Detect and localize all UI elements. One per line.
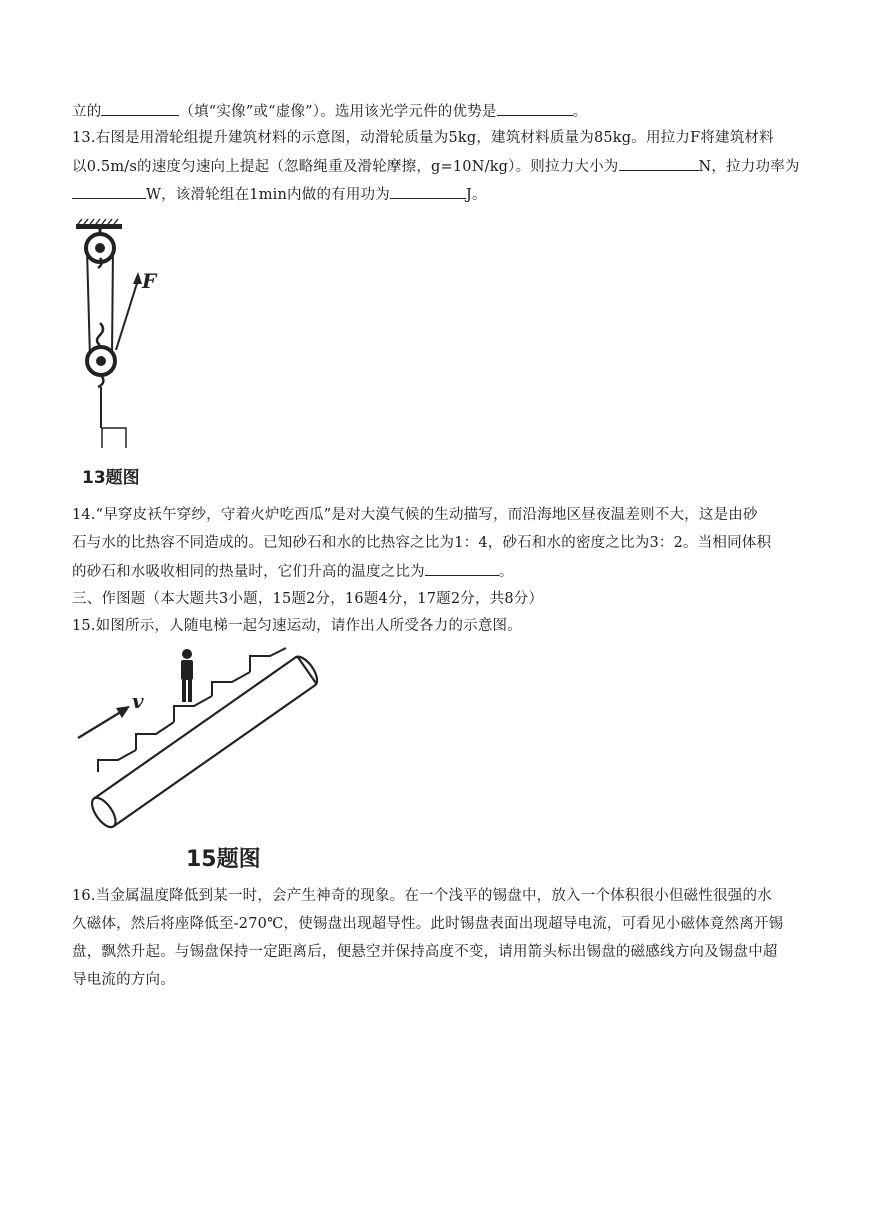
fig15-caption: 15题图 — [186, 847, 261, 872]
pulley-diagram — [70, 218, 190, 448]
load-block — [102, 428, 126, 448]
q13-text-2a: 以0.5m/s的速度匀速向上提起（忽略绳重及滑轮摩擦，g=10N/kg）。则拉力大小为 — [72, 159, 619, 175]
q13-text-3b: J。 — [465, 187, 487, 203]
force-arrow — [133, 272, 142, 284]
q13-text-3a: W，该滑轮组在1min内做的有用功为 — [146, 187, 390, 203]
escalator-diagram — [72, 640, 332, 840]
fig13-caption: 13题图 — [82, 468, 140, 488]
escalator-tube — [92, 656, 316, 827]
velocity-arrow — [78, 710, 124, 738]
rope-left — [87, 250, 90, 358]
q13-blank-work[interactable] — [390, 184, 466, 199]
q12-tail-line — [72, 101, 812, 122]
q16-line-3: 盘，飘然升起。与锡盘保持一定距离后，便悬空并保持高度不变，请用箭头标出锡盘的磁感线方向及锡盘中超 — [72, 944, 778, 960]
q16-line-2: 久磁体，然后将座降低至-270℃，使锡盘出现超导性。此时锡盘表面出现超导电流，可看见小磁体竟然离开锡 — [72, 916, 784, 932]
velocity-label: v — [132, 689, 144, 713]
person-icon — [181, 649, 193, 702]
force-label: F — [142, 269, 157, 293]
q14-line-3 — [72, 561, 812, 582]
q13-line-2 — [72, 156, 812, 177]
q12-text-2: （填“实像”或“虚像”）。选用该光学元件的优势是 — [179, 104, 497, 120]
rope-middle — [112, 248, 113, 356]
q16-line-1: 16.当金属温度降低到某一时，会产生神奇的现象。在一个浅平的锡盘中，放入一个体积很小但磁性很强的水 — [72, 888, 772, 904]
q12-text-1: 立的 — [72, 104, 102, 120]
q14-text-3a: 的砂石和水吸收相同的热量时，它们升高的温度之比为 — [72, 564, 425, 580]
rope-pull — [116, 280, 138, 350]
pulley-figure — [70, 218, 190, 448]
escalator-figure — [72, 640, 332, 840]
section3-heading: 三、作图题（本大题共3小题，15题2分，16题4分，17题2分，共8分） — [72, 591, 544, 607]
q13-blank-power[interactable] — [72, 184, 146, 199]
q14-text-3b: 。 — [498, 564, 514, 580]
q15-text: 15.如图所示，人随电梯一起匀速运动，请作出人所受各力的示意图。 — [72, 618, 522, 634]
q13-blank-force[interactable] — [619, 156, 699, 171]
q13-line-3 — [72, 184, 812, 205]
q14-line-2: 石与水的比热容不同造成的。已知砂石和水的比热容之比为1：4，砂石和水的密度之比为3：2。当相同体积 — [72, 535, 772, 551]
ceiling-hatch — [78, 219, 118, 224]
q14-blank-ratio[interactable] — [425, 561, 499, 576]
q14-line-1: 14.“早穿皮袄午穿纱，守着火炉吃西瓜”是对大漠气候的生动描写，而沿海地区昼夜温差则不大，这是由砂 — [72, 507, 758, 523]
q16-line-4: 导电流的方向。 — [72, 972, 175, 988]
ceiling-bar — [76, 224, 122, 229]
q12-blank-1[interactable] — [101, 101, 179, 116]
q13-line-1: 13.右图是用滑轮组提升建筑材料的示意图，动滑轮质量为5kg，建筑材料质量为85kg。用拉力F将建筑材料 — [72, 130, 774, 146]
q12-text-3: 。 — [572, 104, 588, 120]
q12-blank-2[interactable] — [497, 101, 573, 116]
q13-text-2b: N，拉力功率为 — [698, 159, 800, 175]
